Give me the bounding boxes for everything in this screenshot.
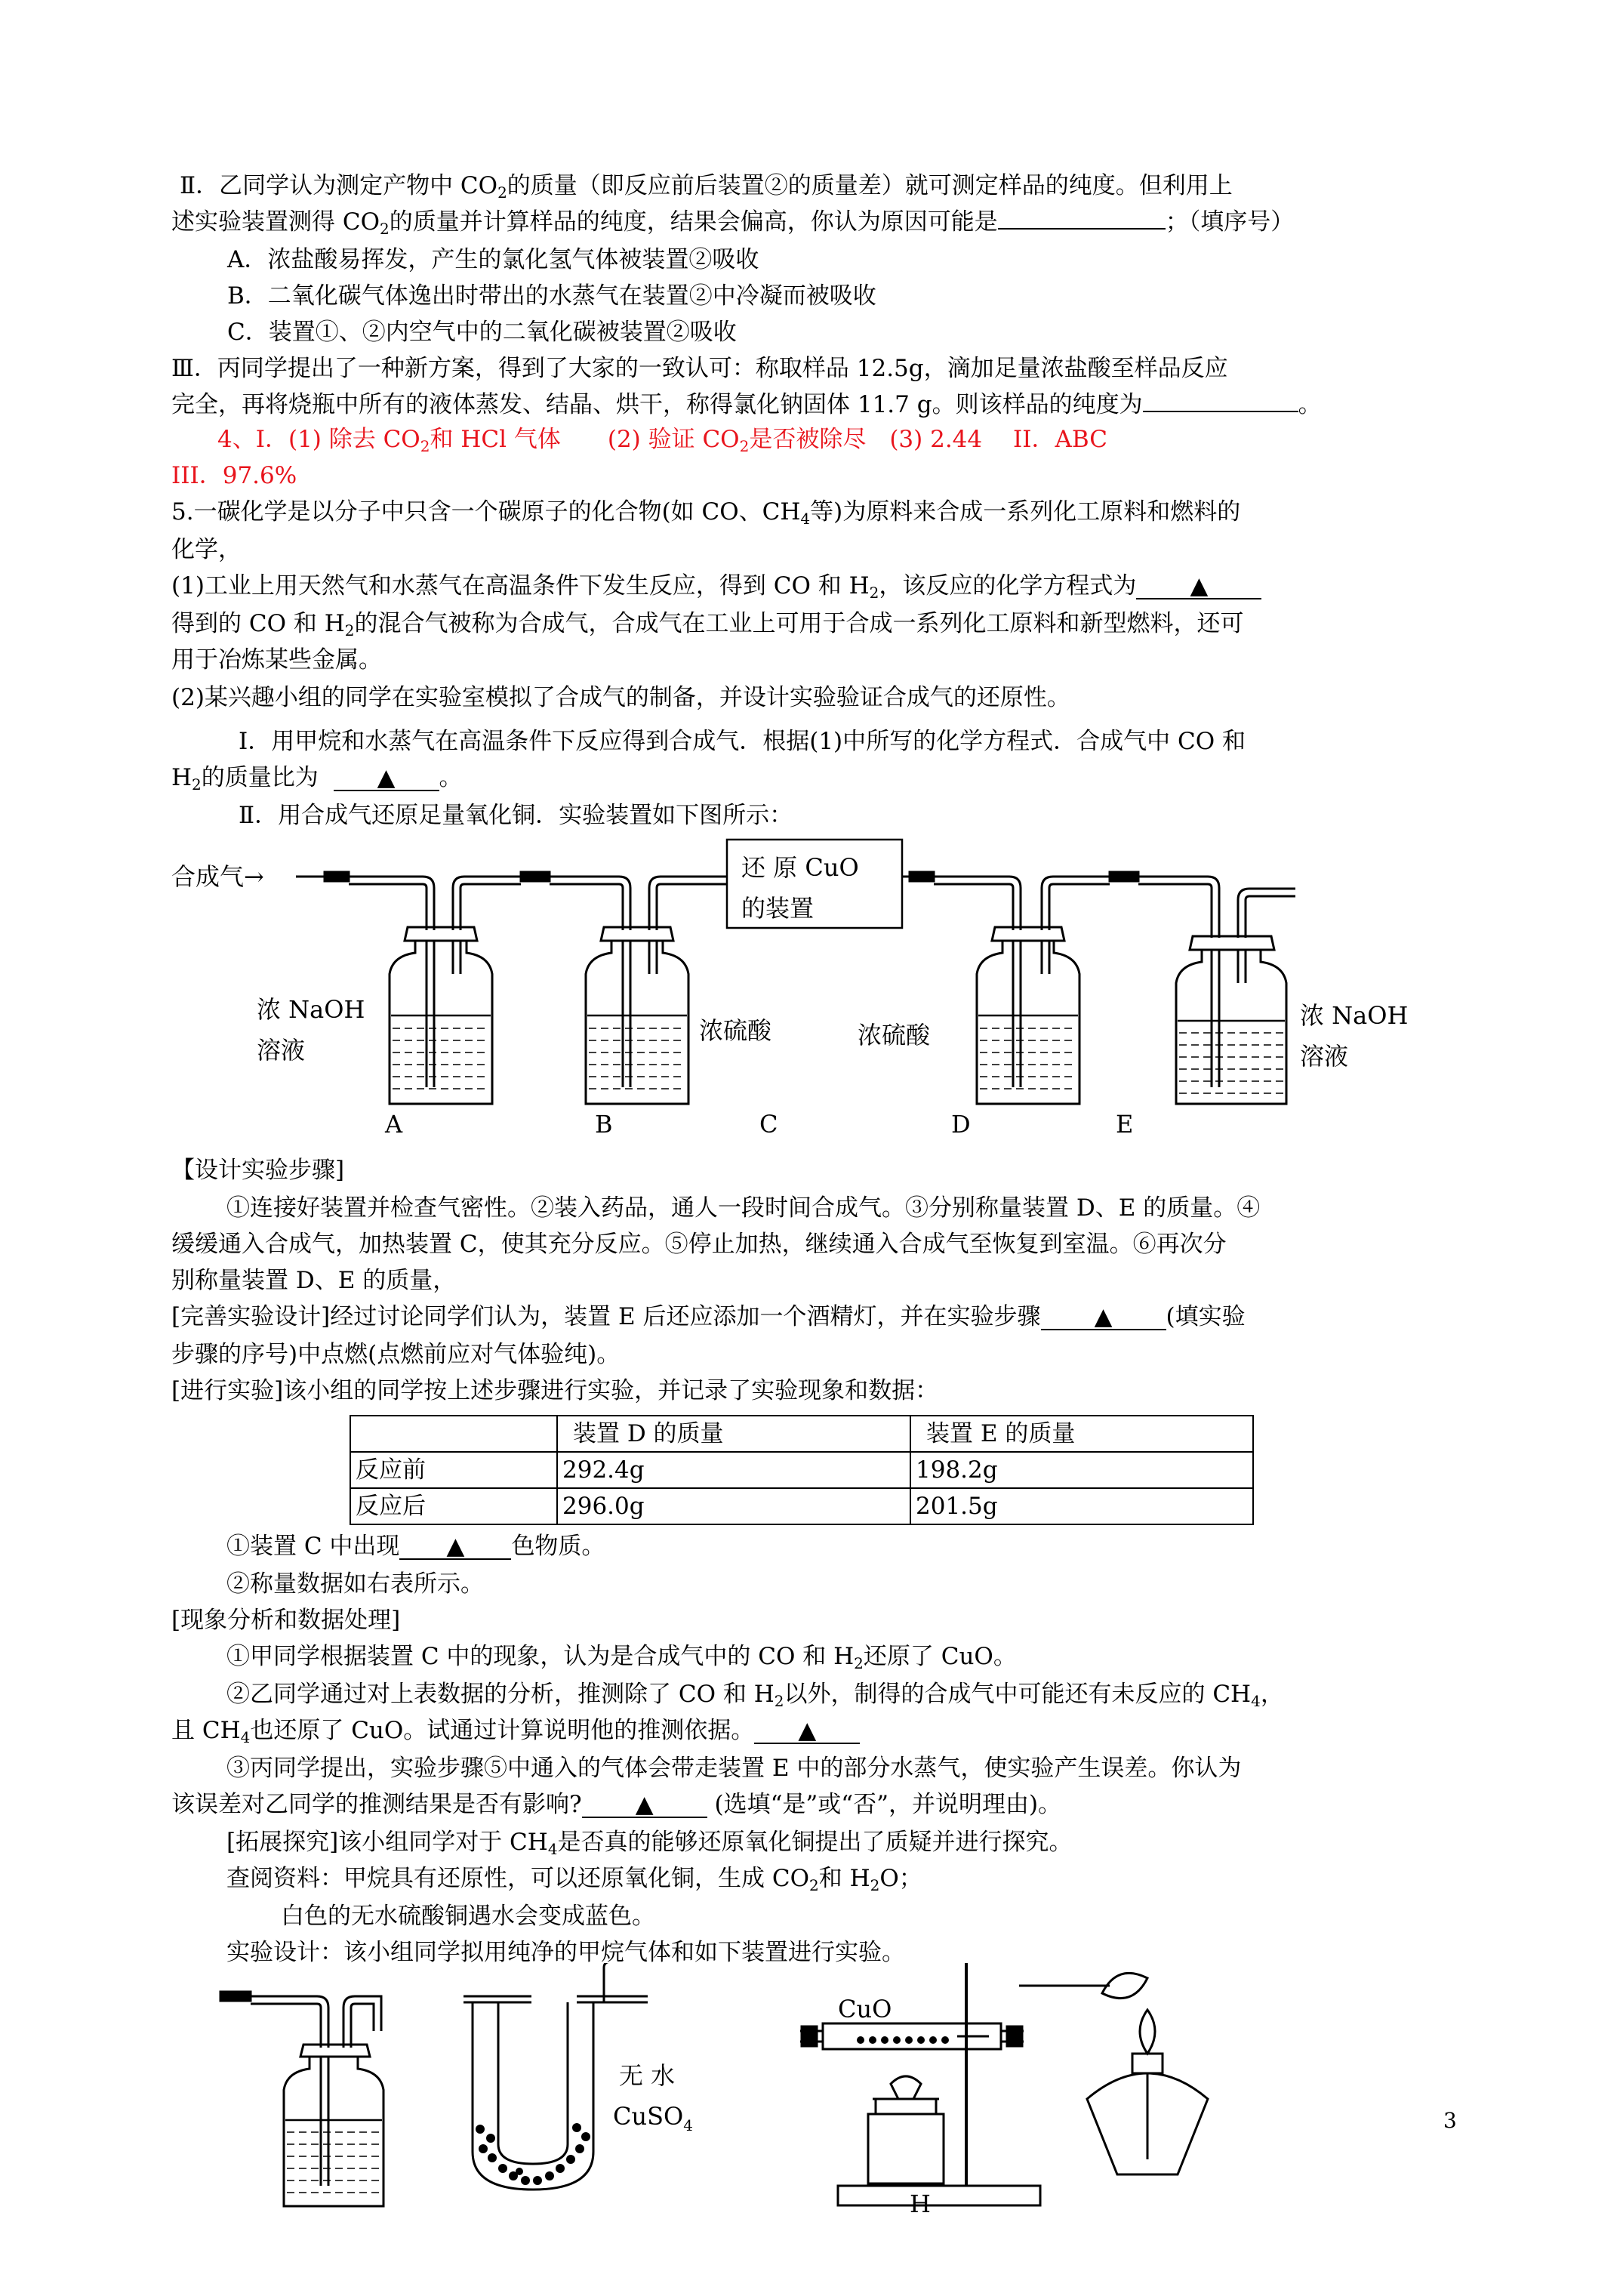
bottle-a-reagent: 浓 NaOH (257, 995, 365, 1024)
analysis-line2: ②乙同学通过对上表数据的分析，推测除了 CO 和 $H_2$以外，制得的合成气中可能还有未反应的 $CH_4$， (226, 1681, 1284, 1710)
letter-a: A (385, 1110, 403, 1139)
triangle-blank[interactable]: ▲ (1041, 1305, 1166, 1330)
u-tube-label-2: CuSO$_4$ (613, 2102, 693, 2134)
bottle-e-reagent: 浓 NaOH (1300, 1001, 1409, 1030)
q5-p1-line1: (1)工业上用天然气和水蒸气在高温条件下发生反应，得到 CO 和 $H_2$，该反应的化学方程式为 ▲ (171, 569, 1261, 609)
letter-e: E (1116, 1110, 1134, 1139)
apparatus-diagram (0, 831, 1623, 1148)
experiment-line: [进行实验]该小组的同学按上述步骤进行实验，并记录了实验现象和数据： (171, 1377, 939, 1404)
q5-line2: 化学， (171, 536, 242, 563)
table-cell: 198.2g (910, 1452, 1253, 1488)
extension-line4: 实验设计：该小组同学拟用纯净的甲烷气体和如下装置进行实验。 (226, 1939, 905, 1966)
answer-blank[interactable] (1143, 388, 1298, 412)
section-design-steps: 【设计实验步骤] (171, 1157, 345, 1184)
option-b: B．二氧化碳气体逸出时带出的水蒸气在装置②中冷凝而被吸收 (227, 282, 876, 310)
reduction-box-label-2: 的装置 (741, 894, 815, 923)
bottle-a-reagent-2: 溶液 (257, 1036, 306, 1065)
reduction-box-label: 还 原 CuO (741, 853, 859, 882)
letter-d: D (951, 1110, 971, 1139)
analysis-line5: 该误差对乙同学的推测结果是否有影响? ▲ (选填“是”或“否”，并说明理由)。 (171, 1791, 1062, 1818)
extension-line2: 查阅资料：甲烷具有还原性，可以还原氧化铜，生成 $CO_2$和 $H_2O$； (226, 1865, 922, 1894)
synthesis-gas-label: 合成气→ (171, 862, 264, 891)
answer-blank[interactable] (998, 205, 1166, 230)
analysis-line1: ①甲同学根据装置 C 中的现象，认为是合成气中的 CO 和 $H_2$还原了 CuO。 (226, 1643, 1017, 1672)
table-cell: 292.4g (557, 1452, 910, 1488)
q5-p2-ii-line1: Ⅱ．用合成气还原足量氧化铜．实验装置如下图所示： (239, 802, 793, 829)
q5-p2-i-line1: Ⅰ．用甲烷和水蒸气在高温条件下反应得到合成气．根据(1)中所写的化学方程式．合成气中 CO 和 (239, 728, 1246, 755)
table-header-row (350, 1416, 1253, 1452)
bottle-e-reagent-2: 溶液 (1300, 1042, 1349, 1071)
improve-line1: [完善实验设计]经过讨论同学们认为，装置 E 后还应添加一个酒精灯，并在实验步骤 ▲ (填实验 (171, 1303, 1246, 1330)
improve-line2: 步骤的序号)中点燃(点燃前应对气体验纯)。 (171, 1341, 621, 1368)
option-a: A．浓盐酸易挥发，产生的氯化氢气体被装置②吸收 (227, 246, 759, 273)
extension-line3: 白色的无水硫酸铜遇水会变成蓝色。 (281, 1903, 655, 1930)
q5-p2-line1: (2)某兴趣小组的同学在实验室模拟了合成气的制备，并设计实验验证合成气的还原性。 (171, 684, 1070, 711)
q4-part2-line1: Ⅱ．乙同学认为测定产物中 $CO_2$的质量（即反应前后装置②的质量差）就可测定样品的纯度。但利用上 (180, 172, 1233, 202)
q4-part2-line2: 述实验装置测得 $CO_2$的质量并计算样品的纯度，结果会偏高，你认为原因可能是 ；（填序号） (171, 205, 1294, 245)
triangle-blank[interactable]: ▲ (399, 1534, 511, 1560)
table-header-cell: 装置 D 的质量 (557, 1416, 910, 1452)
u-tube-label: 无 水 (619, 2061, 676, 2090)
steps-line3: 别称量装置 D、E 的质量， (171, 1267, 457, 1294)
table-cell: 反应前 (350, 1452, 557, 1488)
triangle-blank[interactable]: ▲ (334, 766, 439, 791)
q5-line1: 5.一碳化学是以分子中只含一个碳原子的化合物(如 CO、$CH_4$等)为原料来合成一系列化工原料和燃料的 (171, 498, 1241, 528)
q4-part3-line1: Ⅲ．丙同学提出了一种新方案，得到了大家的一致认可：称取样品 12.5g，滴加足量浓盐酸至样品反应 (171, 355, 1228, 382)
table-row (350, 1452, 1253, 1488)
bottle-b-reagent: 浓硫酸 (699, 1016, 772, 1045)
option-c: C．装置①、②内空气中的二氧化碳被装置②吸收 (227, 319, 737, 346)
q4-part3-line2: 完全，再将烧瓶中所有的液体蒸发、结晶、烘干，称得氯化钠固体 11.7 g。则该样品的纯度为 。 (171, 388, 1322, 421)
triangle-blank[interactable]: ▲ (582, 1792, 707, 1818)
letter-h: H (910, 2190, 931, 2218)
letter-c: C (759, 1110, 778, 1139)
triangle-blank[interactable]: ▲ (1136, 574, 1261, 599)
table-header-cell (350, 1416, 557, 1452)
table-cell: 296.0g (557, 1488, 910, 1524)
analysis-line3: 且 $CH_4$也还原了 CuO。试通过计算说明他的推测依据。 ▲ (171, 1714, 860, 1754)
table-row (350, 1488, 1253, 1524)
result-line1: ①装置 C 中出现 ▲ 色物质。 (226, 1533, 605, 1560)
q5-p2-i-line2: $H_2$的质量比为 ▲ 。 (171, 764, 463, 794)
page-number: 3 (1443, 2108, 1457, 2133)
cuo-label: CuO (838, 1995, 892, 2023)
analysis-line4: ③丙同学提出，实验步骤⑤中通入的气体会带走装置 E 中的部分水蒸气，使实验产生误差。你认为 (226, 1755, 1242, 1782)
answer-key-line1: 4、I．(1) 除去 $CO_2$和 HCl 气体 (2) 验证 $CO_2$是否被除尽 (3) 2.44 II．ABC (217, 426, 1107, 455)
steps-line2: 缓缓通入合成气，加热装置 C，使其充分反应。⑤停止加热，继续通入合成气至恢复到室温。⑥再次分 (171, 1231, 1227, 1258)
mass-table (350, 1415, 1254, 1525)
letter-b: B (595, 1110, 613, 1139)
table-cell: 反应后 (350, 1488, 557, 1524)
analysis-heading: [现象分析和数据处理] (171, 1607, 401, 1634)
table-cell: 201.5g (910, 1488, 1253, 1524)
q5-p1-line2: 得到的 CO 和 $H_2$的混合气被称为合成气，合成气在工业上可用于合成一系列化工原料和新型燃料，还可 (171, 610, 1244, 639)
result-line2: ②称量数据如右表所示。 (226, 1570, 484, 1598)
bottle-d-reagent: 浓硫酸 (858, 1021, 931, 1049)
extension-line1: [拓展探究]该小组同学对于 $CH_4$是否真的能够还原氧化铜提出了质疑并进行探究。 (226, 1829, 1073, 1858)
methane-apparatus-diagram (0, 1963, 1623, 2220)
answer-key-line2: III．97.6% (171, 462, 297, 489)
table-header-cell: 装置 E 的质量 (910, 1416, 1253, 1452)
q5-p1-line3: 用于冶炼某些金属。 (171, 646, 382, 673)
triangle-blank[interactable]: ▲ (754, 1718, 860, 1744)
steps-line1: ①连接好装置并检查气密性。②装入药品，通人一段时间合成气。③分别称量装置 D、E 的质量。④ (226, 1194, 1261, 1222)
